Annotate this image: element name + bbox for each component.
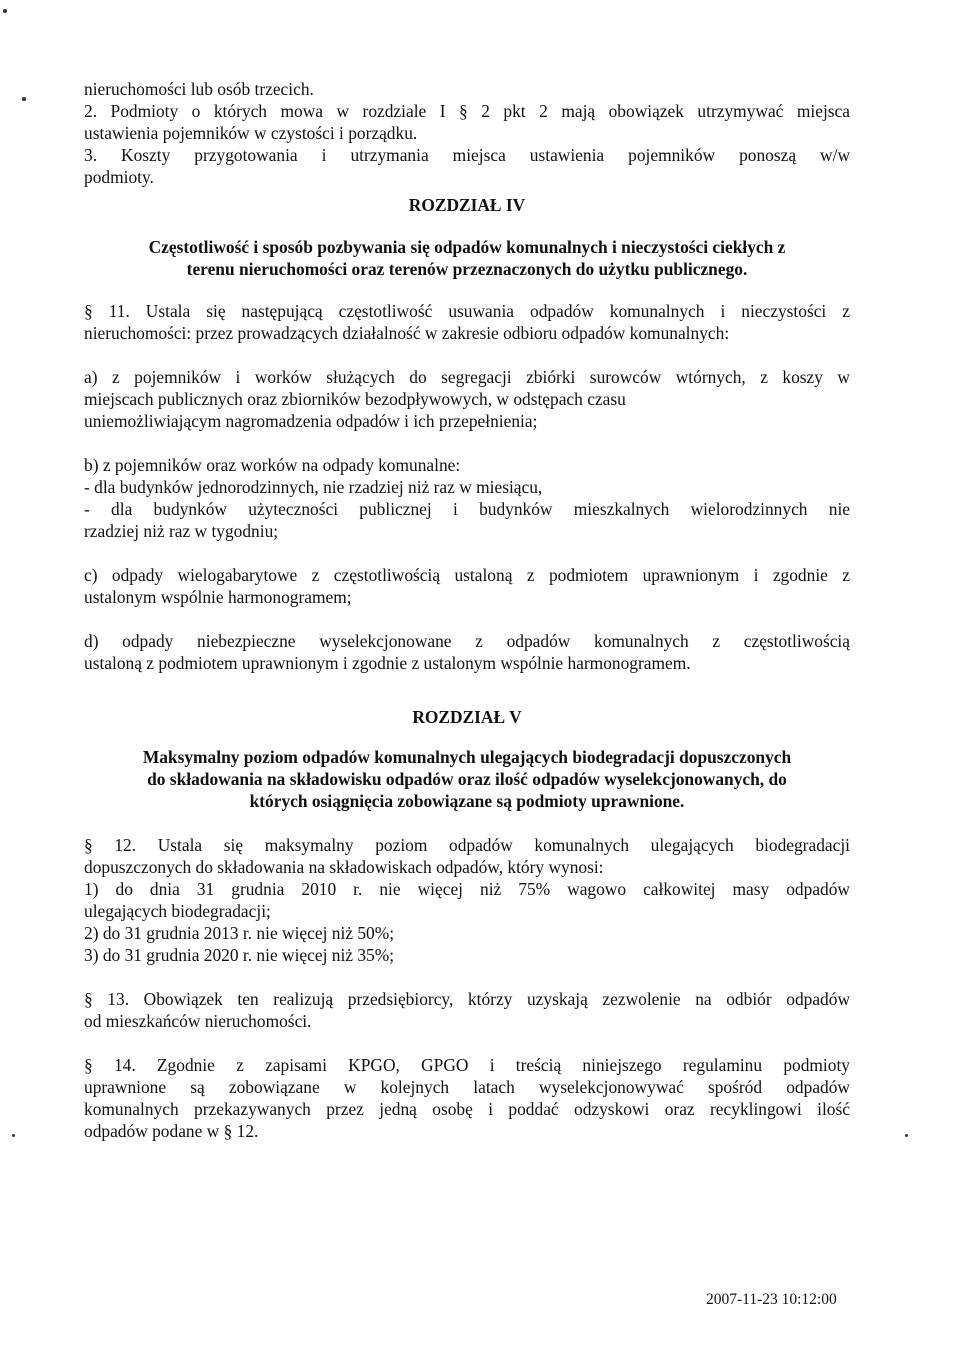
text-line: 3. Koszty przygotowania i utrzymania miejsca ustawienia pojemników ponoszą w/w — [84, 145, 850, 165]
paragraph-section-13 — [84, 988, 850, 1032]
chapter-heading: ROZDZIAŁ IV — [408, 195, 526, 215]
text-line: komunalnych przekazywanych przez jedną osobę i poddać odzyskowi oraz recyklingowi ilość — [84, 1099, 850, 1119]
text-line: c) odpady wielogabarytowe z częstotliwością ustaloną z podmiotem uprawnionym i zgodnie z — [84, 565, 850, 585]
scan-speck — [905, 1134, 908, 1137]
text-line: d) odpady niebezpieczne wyselekcjonowane z odpadów komunalnych z częstotliwością — [84, 631, 850, 651]
chapter-title — [84, 236, 850, 280]
document-page — [84, 78, 850, 1142]
text-line: uniemożliwiającym nagromadzenia odpadów i ich przepełnienia; — [84, 411, 538, 431]
text-line: rzadziej niż raz w tygodniu; — [84, 521, 279, 541]
scan-speck — [22, 97, 26, 101]
text-line: których osiągnięcia zobowiązane są podmioty uprawnione. — [249, 791, 685, 811]
text-line: - dla budynków jednorodzinnych, nie rzadziej niż raz w miesiącu, — [84, 477, 543, 497]
text-line: odpadów podane w § 12. — [84, 1121, 259, 1141]
text-line: terenu nieruchomości oraz terenów przeznaczonych do użytku publicznego. — [186, 259, 748, 279]
text-line: § 11. Ustala się następującą częstotliwość usuwania odpadów komunalnych i nieczystości z — [84, 301, 850, 321]
text-line: § 14. Zgodnie z zapisami KPGO, GPGO i treścią niniejszego regulaminu podmioty — [84, 1055, 850, 1075]
text-line: 2. Podmioty o których mowa w rozdziale I § 2 pkt 2 mają obowiązek utrzymywać miejsca — [84, 101, 850, 121]
text-line: Częstotliwość i sposób pozbywania się odpadów komunalnych i nieczystości ciekłych z — [148, 237, 786, 257]
text-line: ustaloną z podmiotem uprawnionym i zgodnie z ustalonym wspólnie harmonogramem. — [84, 653, 691, 673]
print-timestamp: 2007-11-23 10:12:00 — [706, 1291, 837, 1308]
text-line: 1) do dnia 31 grudnia 2010 r. nie więcej niż 75% wagowo całkowitej masy odpadów — [84, 879, 850, 899]
text-line: b) z pojemników oraz worków na odpady komunalne: — [84, 455, 461, 475]
text-line: ulegających biodegradacji; — [84, 901, 271, 921]
text-line: § 13. Obowiązek ten realizują przedsiębiorcy, którzy uzyskają zezwolenie na odbiór odpadów — [84, 989, 850, 1009]
text-line: Maksymalny poziom odpadów komunalnych ulegających biodegradacji dopuszczonych — [142, 747, 792, 767]
text-line: dopuszczonych do składowania na składowiskach odpadów, który wynosi: — [84, 857, 604, 877]
text-line: podmioty. — [84, 167, 154, 187]
text-line: miejscach publicznych oraz zbiorników bezodpływowych, w odstępach czasu — [84, 389, 626, 409]
paragraph-section-12 — [84, 834, 850, 966]
scan-speck — [12, 1134, 15, 1137]
list-item-c — [84, 564, 850, 608]
list-item-d — [84, 630, 850, 674]
text-line: nieruchomości lub osób trzecich. — [84, 79, 314, 99]
paragraph-section-11 — [84, 300, 850, 344]
intro-section — [84, 78, 850, 188]
text-line: § 12. Ustala się maksymalny poziom odpadów komunalnych ulegających biodegradacji — [84, 835, 850, 855]
text-line: ustawienia pojemników w czystości i porządku. — [84, 123, 418, 143]
text-line: a) z pojemników i worków służących do segregacji zbiórki surowców wtórnych, z koszy w — [84, 367, 850, 387]
chapter-title — [84, 746, 850, 812]
text-line: od mieszkańców nieruchomości. — [84, 1011, 312, 1031]
chapter-heading: ROZDZIAŁ V — [412, 707, 522, 727]
list-item-b — [84, 454, 850, 542]
list-item-a — [84, 366, 850, 432]
text-line: ustalonym wspólnie harmonogramem; — [84, 587, 352, 607]
text-line: 2) do 31 grudnia 2013 r. nie więcej niż 50%; — [84, 923, 395, 943]
paragraph-section-14 — [84, 1054, 850, 1142]
text-line: - dla budynków użyteczności publicznej i budynków mieszkalnych wielorodzinnych nie — [84, 499, 850, 519]
text-line: 3) do 31 grudnia 2020 r. nie więcej niż 35%; — [84, 945, 395, 965]
text-line: nieruchomości: przez prowadzących działalność w zakresie odbioru odpadów komunalnych: — [84, 323, 730, 343]
text-line: do składowania na składowisku odpadów oraz ilość odpadów wyselekcjonowanych, do — [147, 769, 787, 789]
scan-speck — [3, 9, 7, 13]
text-line: uprawnione są zobowiązane w kolejnych latach wyselekcjonowywać spośród odpadów — [84, 1077, 850, 1097]
